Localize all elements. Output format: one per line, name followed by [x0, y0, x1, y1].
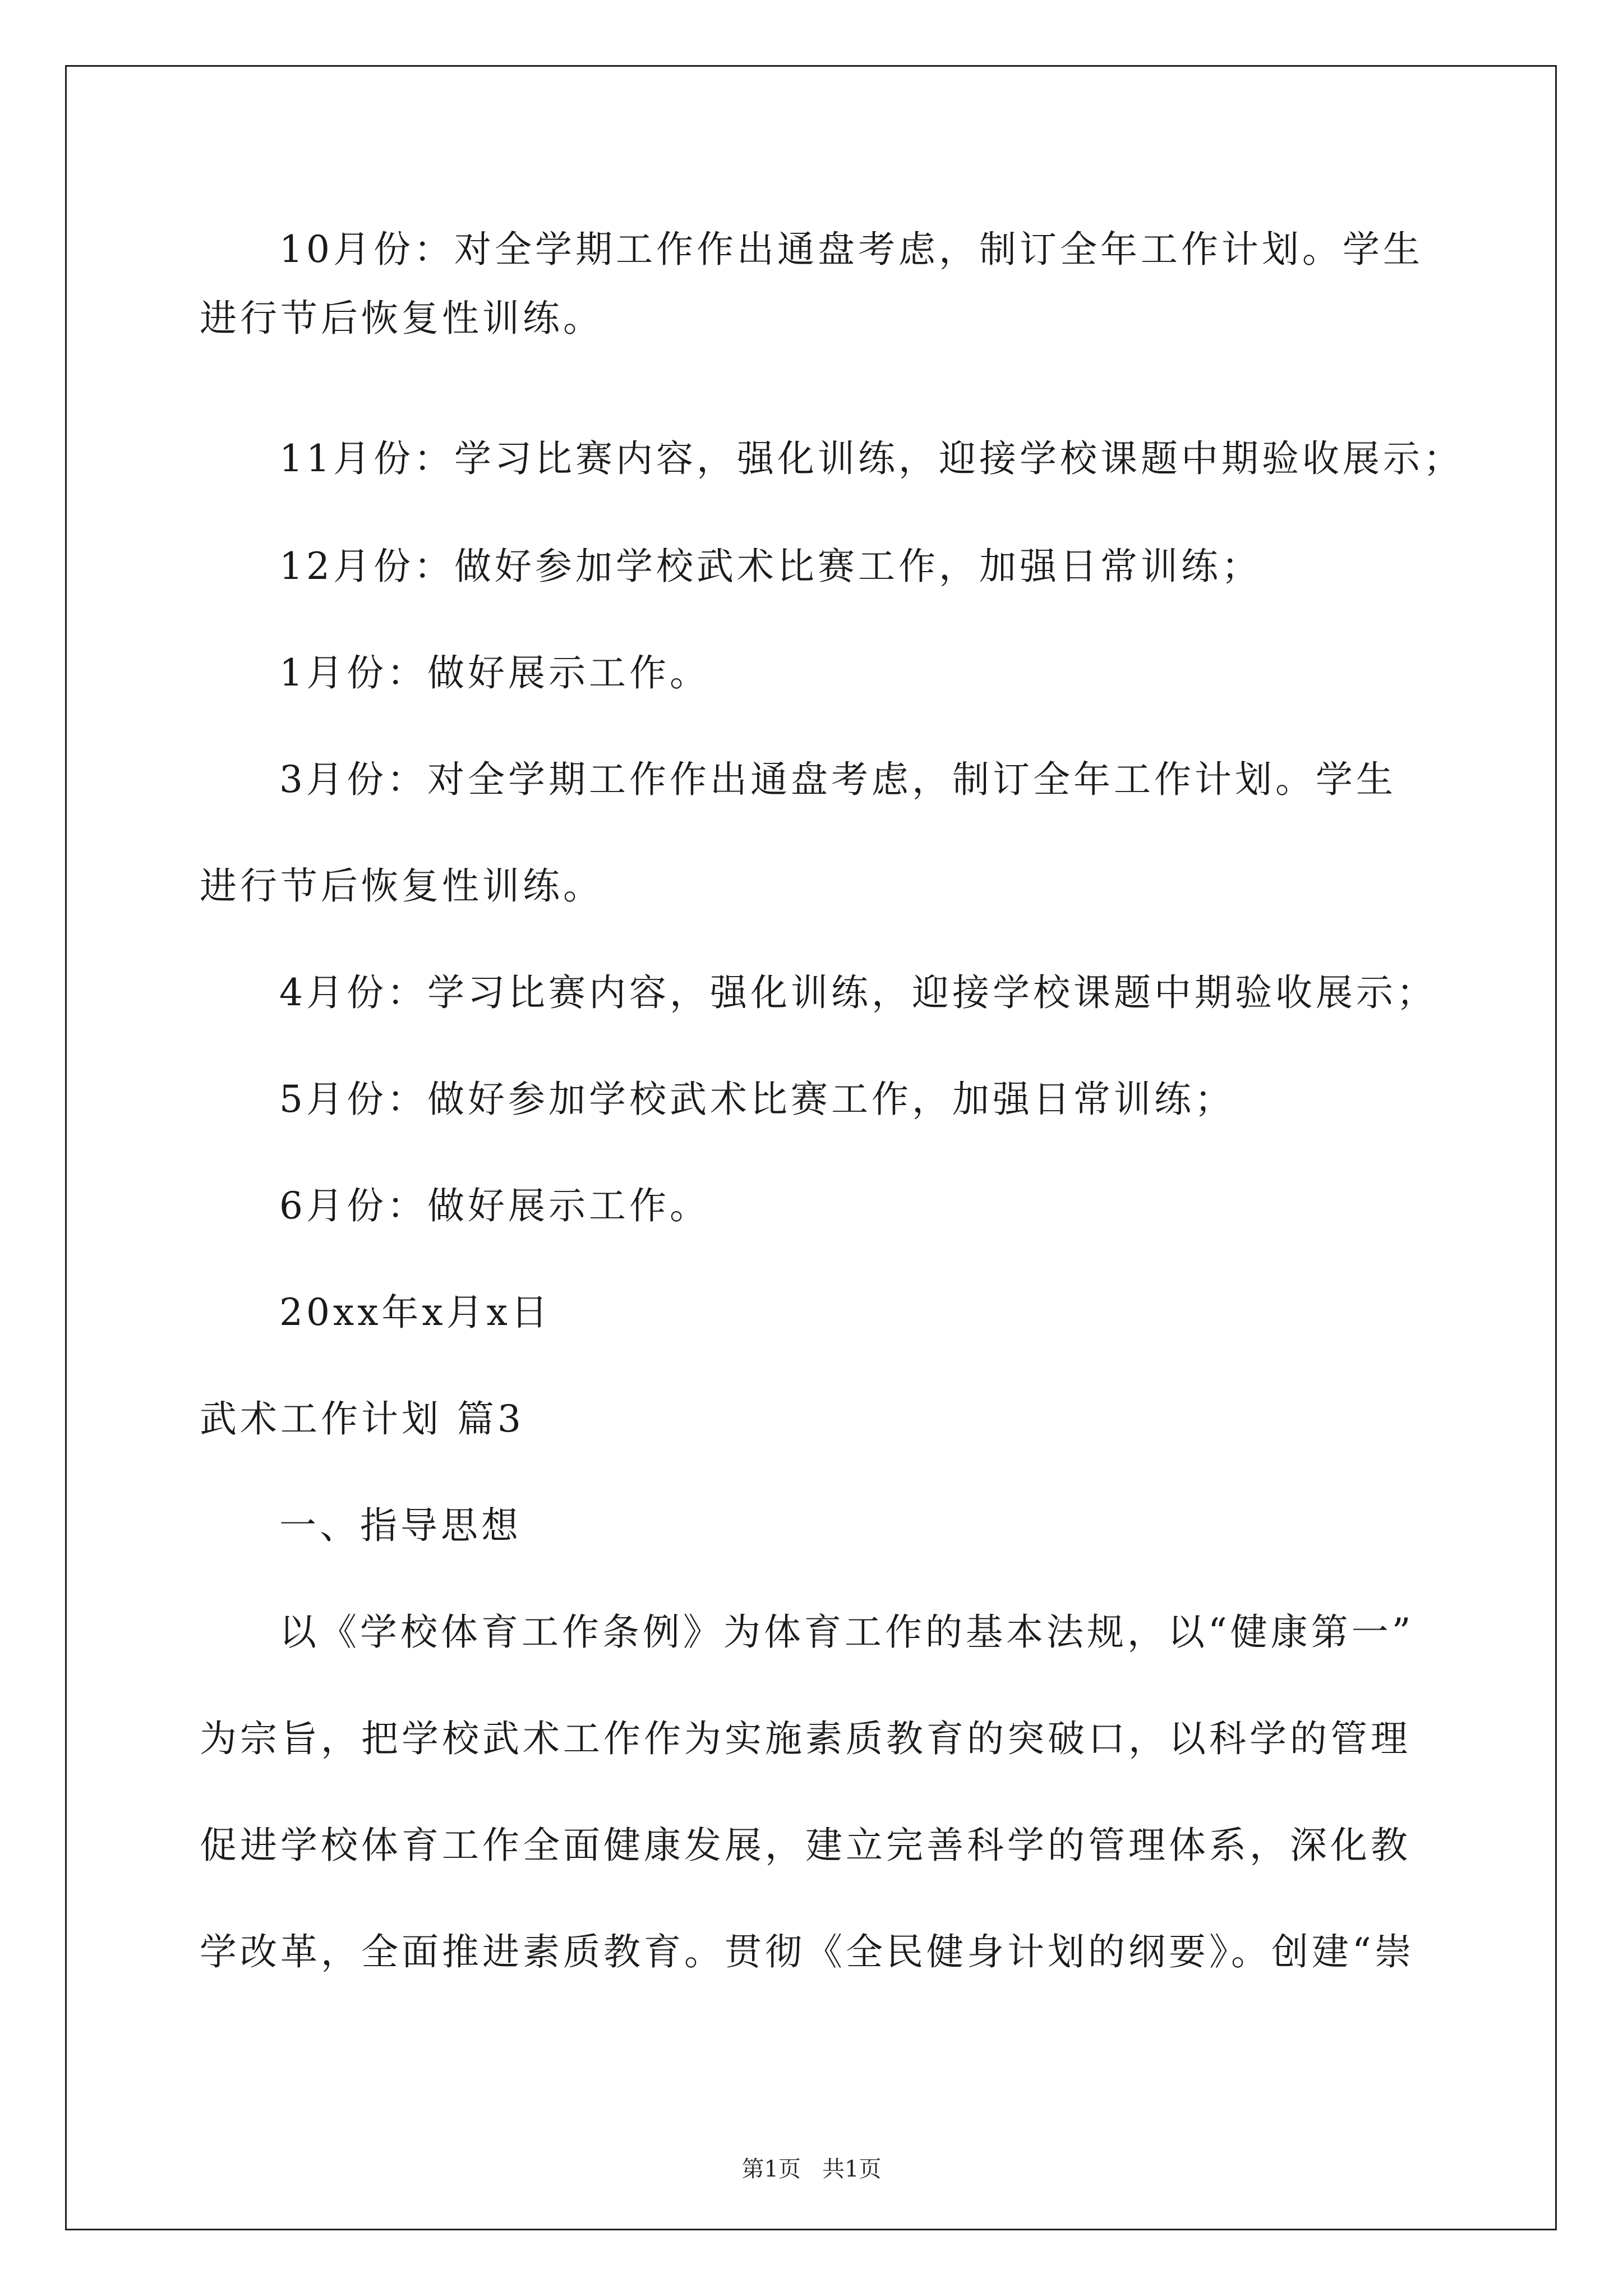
paragraph-line: 6月份：做好展示工作。 — [279, 1184, 710, 1227]
paragraph-line: 进行节后恢复性训练。 — [200, 864, 603, 908]
paragraph-line: 10月份：对全学期工作作出通盘考虑，制订全年工作计划。学生 — [279, 228, 1423, 271]
paragraph-line: 3月份：对全学期工作作出通盘考虑，制订全年工作计划。学生 — [279, 758, 1396, 801]
paragraph-line: 促进学校体育工作全面健康发展，建立完善科学的管理体系，深化教 — [200, 1824, 1411, 1867]
section-heading: 武术工作计划 篇3 — [200, 1397, 524, 1441]
paragraph-line: 进行节后恢复性训练。 — [200, 297, 603, 340]
paragraph-line: 12月份：做好参加学校武术比赛工作，加强日常训练； — [279, 545, 1262, 588]
paragraph-line: 5月份：做好参加学校武术比赛工作，加强日常训练； — [279, 1078, 1235, 1121]
page-border — [65, 65, 1557, 2230]
paragraph-line: 4月份：学习比赛内容，强化训练，迎接学校课题中期验收展示； — [279, 971, 1437, 1014]
subsection-heading: 一、指导思想 — [279, 1504, 522, 1547]
paragraph-line: 11月份：学习比赛内容，强化训练，迎接学校课题中期验收展示； — [279, 437, 1464, 480]
page-number-footer: 第1页 共1页 — [741, 2156, 882, 2182]
paragraph-line: 以《学校体育工作条例》为体育工作的基本法规，以“健康第一” — [279, 1611, 1414, 1654]
paragraph-line: 学改革，全面推进素质教育。贯彻《全民健身计划的纲要》。创建“崇 — [200, 1930, 1415, 1973]
date-line: 20xx年x月x日 — [279, 1291, 551, 1334]
paragraph-line: 1月份：做好展示工作。 — [279, 651, 710, 694]
paragraph-line: 为宗旨，把学校武术工作作为实施素质教育的突破口，以科学的管理 — [200, 1717, 1411, 1760]
